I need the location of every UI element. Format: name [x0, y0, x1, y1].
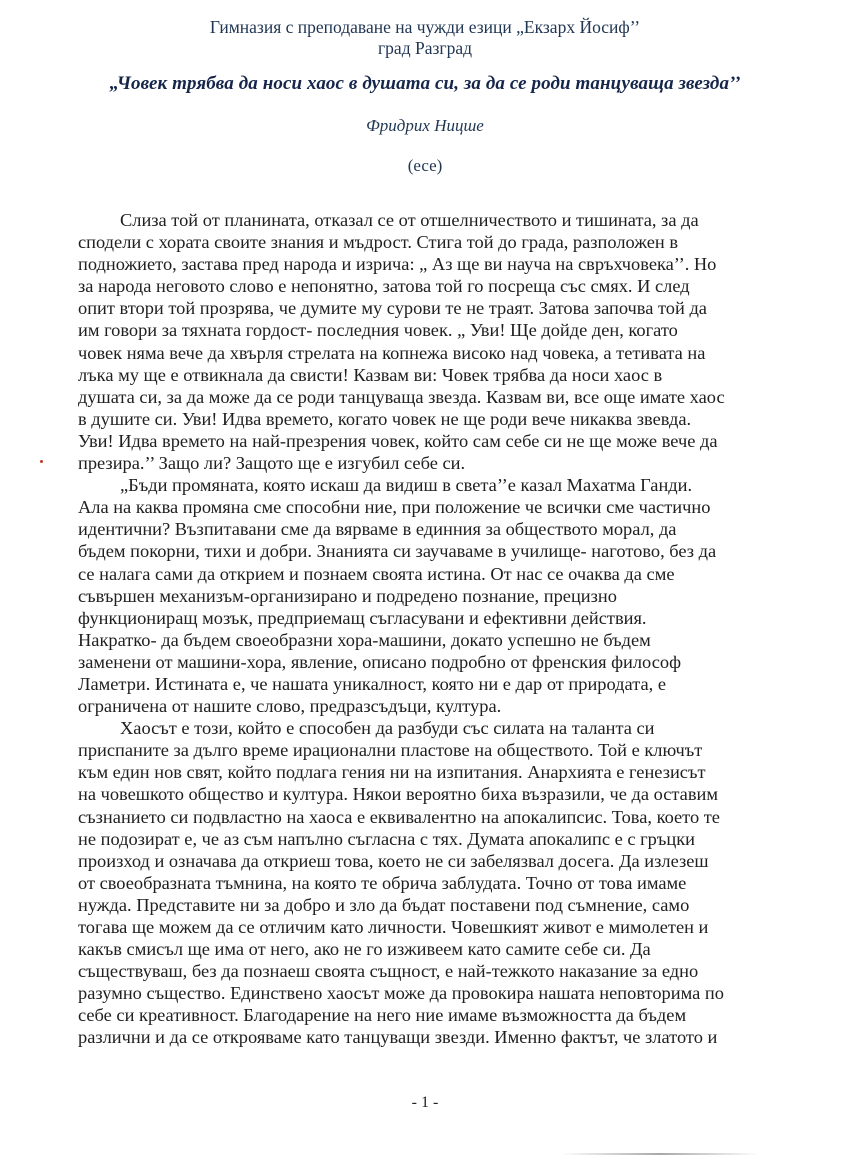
text-line: Уви! Идва времето на най-презрения човек, който сам себе си не ще може вече да	[78, 430, 718, 451]
text-line: приспаните за дълго време ирационални пластове на обществото. Той е ключът	[78, 740, 703, 761]
quote-author: Фридрих Ницше	[366, 116, 484, 135]
text-line: опит втори той прозрява, че думите му сурови те не траят. Затова започва той да	[78, 298, 707, 319]
text-line: им говори за тяхната гордост- последния човек. „ Уви! Ще дойде ден, когато	[78, 320, 678, 341]
scan-speck	[40, 460, 43, 463]
text-line: Ала на каква промяна сме способни ние, при положение че всички сме частично	[78, 497, 711, 518]
school-name: Гимназия с преподаване на чужди езици „Екзарх Йосиф’’	[209, 17, 641, 37]
paragraph-2	[78, 474, 788, 717]
text-line: Хаосът е този, който е способен да разбуди със силата на таланта си	[120, 718, 655, 739]
text-line: не подозират е, че аз съм напълно съгласна с тях. Думата апокалипс е с гръцки	[78, 828, 695, 849]
text-line: Ламетри. Истината е, че нашата уникалност, която ни е дар от природата, е	[78, 673, 666, 694]
text-line: в душите си. Уви! Идва времето, когато човек не ще роди вече никаква звевда.	[78, 408, 692, 429]
text-line: произход и означава да откриеш това, което не си забелязвал досега. Да излезеш	[78, 850, 709, 871]
text-line: подножието, застава пред народа и изрича: „ Аз ще ви науча на свръхчовека’’. Но	[78, 254, 717, 275]
text-line: към един нов свят, който подлага гения ни на изпитания. Анархията е генезисът	[78, 762, 706, 783]
text-line: лъка му ще е отвикнала да свисти! Казвам ви: Човек трябва да носи хаос в	[78, 364, 663, 385]
text-line: Накратко- да бъдем своеобразни хора-машини, докато успешно не бъдем	[78, 629, 651, 650]
text-line: „Бъди промяната, която искаш да видиш в света’’е казал Махатма Ганди.	[120, 475, 693, 496]
text-line: за народа неговото слово е непонятно, затова той го посреща със смях. И след	[78, 276, 690, 297]
text-line: идентични? Възпитавани сме да вярваме в единния за обществото морал, да	[78, 519, 677, 540]
text-line: съвършен механизъм-организирано и подредено познание, прецизно	[78, 585, 617, 606]
text-line: различни и да се открояваме като танцуващи звезди. Именно фактът, че златото и	[78, 1027, 718, 1048]
text-line: съществуваш, без да познаеш своята същност, е най-тежкото наказание за едно	[78, 961, 699, 982]
text-line: съзнанието си подвластно на хаоса е еквивалентно на апокалипсис. Това, което те	[78, 806, 720, 827]
text-line: човек няма вече да хвърля стрелата на копнежа високо над човека, а тетивата на	[78, 342, 706, 363]
scan-artifact-line	[560, 1153, 760, 1155]
essay-body	[78, 209, 788, 1049]
text-line: тогава ще можем да се отличим като личности. Човешкият живот е мимолетен и	[78, 917, 709, 937]
page-number: - 1 -	[411, 1094, 439, 1111]
text-line: бъдем покорни, тихи и добри. Знанията си заучаваме в училище- наготово, без да	[78, 541, 717, 562]
text-line: функциониращ мозък, предприемащ съгласувани и ефективни действия.	[78, 607, 647, 628]
school-city: град Разград	[378, 38, 472, 58]
text-line: Слиза той от планината, отказал се от отшелничеството и тишината, за да	[120, 210, 699, 230]
text-line: сподели с хората своите знания и мъдрост. Стига той до града, разположен в	[78, 232, 679, 253]
text-line: от своеобразната тъмнина, на която те обрича заблудата. Точно от това имаме	[78, 872, 687, 893]
genre-label: (есе)	[407, 156, 443, 175]
text-line: заменени от машини-хора, явление, описано подробно от френския философ	[78, 651, 681, 672]
text-line: на човешкото общество и култура. Някои вероятно биха възразили, че да оставим	[78, 784, 718, 805]
essay-title: „Човек трябва да носи хаос в душата си, за да се роди танцуваща звезда’’	[109, 73, 741, 94]
paragraph-1	[78, 209, 788, 474]
text-line: разумно същество. Единствено хаосът може да провокира нашата неповторима по	[78, 983, 724, 1004]
text-line: себе си креативност. Благодарение на него ние имаме възможността да бъдем	[78, 1005, 687, 1026]
text-line: душата си, за да може да се роди танцуваща звезда. Казвам ви, все още имате хаос	[78, 386, 725, 407]
text-line: презира.’’ Защо ли? Защото ще е изгубил себе си.	[78, 453, 466, 474]
text-line: се налага сами да открием и познаем своята истина. От нас се очаква да сме	[78, 563, 675, 584]
text-line: ограничена от нашите слово, предразсъдъци, култура.	[78, 696, 502, 717]
paragraph-3	[78, 717, 788, 1048]
text-line: нужда. Представите ни за добро и зло да бъдат поставени под съмнение, само	[78, 894, 690, 915]
text-line: какъв смисъл ще има от него, ако не го изживеем като самите себе си. Да	[78, 939, 651, 960]
